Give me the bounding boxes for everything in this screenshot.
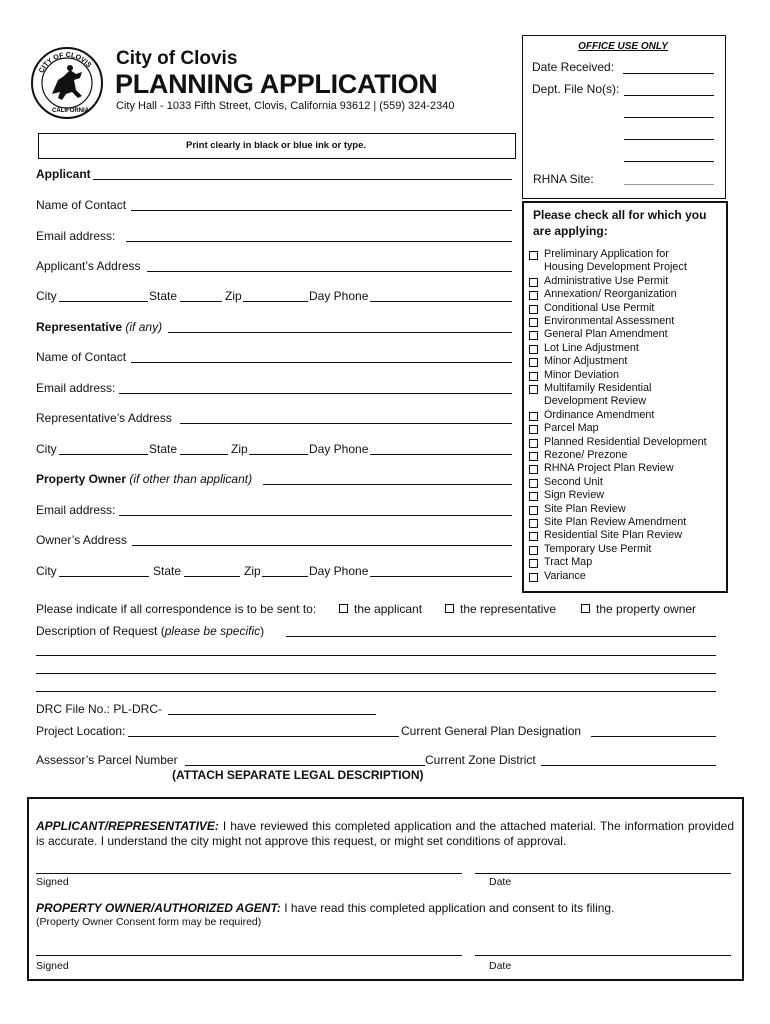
owner-signed-label: Signed — [36, 960, 69, 972]
checklist-checkbox[interactable] — [529, 506, 538, 515]
zone-district-label: Current Zone District — [425, 753, 536, 767]
svg-text:CALIFORNIA: CALIFORNIA — [52, 108, 89, 114]
applicant-heading: Applicant — [36, 167, 91, 181]
checklist-item-label: Second Unit — [544, 475, 603, 488]
checklist-item-label: Site Plan Review Amendment — [544, 516, 687, 528]
owner-heading: Property Owner — [36, 472, 127, 486]
dept-file-field-1[interactable] — [624, 95, 714, 96]
checklist-item-label: Variance — [544, 569, 586, 582]
checklist-checkbox[interactable] — [529, 358, 538, 367]
applicant-signed-label: Signed — [36, 876, 69, 888]
svg-text:CITY OF CLOVIS: CITY OF CLOVIS — [38, 51, 93, 75]
checklist-checkbox[interactable] — [529, 278, 538, 287]
checklist-checkbox[interactable] — [529, 439, 538, 448]
request-field-3[interactable] — [36, 673, 716, 674]
applicant-zip-field[interactable] — [243, 301, 308, 302]
checklist-checkbox[interactable] — [529, 452, 538, 461]
checklist-checkbox[interactable] — [529, 465, 538, 474]
date-received-field[interactable] — [623, 73, 714, 74]
checklist-item-label: Housing Development Project — [544, 261, 687, 274]
page-title: PLANNING APPLICATION — [115, 69, 438, 99]
representative-field[interactable] — [168, 332, 512, 333]
representative-state-field[interactable] — [180, 454, 228, 455]
checklist-checkbox[interactable] — [529, 251, 538, 260]
applicant-contact-field[interactable] — [131, 210, 512, 211]
checklist-item-label: Minor Adjustment — [544, 355, 628, 368]
applicant-phone-label: Day Phone — [309, 289, 369, 303]
checkbox[interactable] — [339, 604, 348, 613]
applicant-city-field[interactable] — [59, 301, 148, 302]
checklist-checkbox[interactable] — [529, 532, 538, 541]
checklist-item-label: Minor Deviation — [544, 368, 620, 381]
checklist-checkbox[interactable] — [529, 318, 538, 327]
applicant-field[interactable] — [93, 179, 512, 180]
representative-phone-label: Day Phone — [309, 442, 369, 456]
applicant-state-field[interactable] — [180, 301, 222, 302]
checkbox[interactable] — [445, 604, 454, 613]
checklist-checkbox[interactable] — [529, 519, 538, 528]
drc-file-field[interactable] — [168, 714, 376, 715]
city-name: City of Clovis — [116, 48, 238, 69]
owner-phone-label: Day Phone — [309, 564, 369, 578]
checklist-item-label: Tract Map — [544, 556, 593, 569]
applicant-phone-field[interactable] — [370, 301, 512, 302]
checklist-item-label: Sign Review — [544, 489, 605, 502]
applicant-state-label: State — [149, 289, 178, 303]
rhna-site-field[interactable] — [624, 184, 714, 185]
checklist-item-label: Temporary Use Permit — [544, 542, 652, 555]
representative-city-field[interactable] — [59, 454, 148, 455]
applicant-contact-label: Name of Contact — [36, 198, 127, 212]
owner-city-label: City — [36, 564, 57, 578]
checklist-item-label: Parcel Map — [544, 422, 599, 435]
project-location-label: Project Location: — [36, 724, 126, 738]
print-note: Print clearly in black or blue ink or type. — [185, 140, 367, 151]
checklist-item-label: General Plan Amendment — [544, 328, 668, 341]
correspondence-option-representative[interactable]: the representative — [445, 602, 556, 616]
representative-heading: Representative — [36, 320, 123, 334]
representative-zip-field[interactable] — [249, 454, 308, 455]
owner-signature-field[interactable] — [36, 955, 462, 956]
city-seal-logo — [30, 46, 104, 120]
owner-state-field[interactable] — [184, 576, 240, 577]
checklist-item-label: Lot Line Adjustment — [544, 341, 639, 354]
applicant-zip-label: Zip — [225, 289, 242, 303]
applicant-date-field[interactable] — [475, 873, 731, 874]
correspondence-label: Please indicate if all correspondence is to be sent to: — [36, 602, 317, 616]
checklist-checkbox[interactable] — [529, 305, 538, 314]
representative-city-label: City — [36, 442, 57, 456]
correspondence-option-applicant[interactable]: the applicant — [339, 602, 422, 616]
owner-email-label: Email address: — [36, 503, 116, 517]
correspondence-option-owner[interactable]: the property owner — [581, 602, 696, 616]
representative-address-label: Representative’s Address — [36, 411, 172, 425]
request-label: Description of Request (please be specific) — [36, 624, 265, 638]
owner-date-label: Date — [489, 960, 512, 972]
owner-email-field[interactable] — [119, 515, 512, 516]
checklist-checkbox[interactable] — [529, 385, 538, 394]
owner-qualifier: (if other than applicant) — [129, 472, 253, 486]
representative-heading-group — [36, 320, 162, 334]
owner-field[interactable] — [263, 484, 512, 485]
applicant-email-field[interactable] — [126, 241, 512, 242]
owner-address-field[interactable] — [132, 545, 512, 546]
checklist-item-label: Development Review — [544, 395, 647, 408]
representative-email-field[interactable] — [119, 393, 512, 394]
representative-zip-label: Zip — [231, 442, 248, 456]
dept-file-field-4[interactable] — [624, 161, 714, 162]
checklist-checkbox[interactable] — [529, 291, 538, 300]
checklist-checkbox[interactable] — [529, 425, 538, 434]
owner-date-field[interactable] — [475, 955, 731, 956]
request-field-2[interactable] — [36, 655, 716, 656]
checklist-checkbox[interactable] — [529, 573, 538, 582]
applicant-email-label: Email address: — [36, 229, 116, 243]
request-field-1[interactable] — [286, 636, 716, 637]
owner-city-field[interactable] — [59, 576, 149, 577]
representative-address-field[interactable] — [180, 423, 512, 424]
dept-file-field-3[interactable] — [624, 139, 714, 140]
zone-district-field[interactable] — [541, 765, 716, 766]
applicant-address-field[interactable] — [147, 271, 512, 272]
checklist-item-label: Site Plan Review — [544, 502, 626, 515]
owner-heading-group — [36, 472, 252, 486]
owner-address-label: Owner’s Address — [36, 533, 127, 547]
checklist-item-label: Preliminary Application for — [544, 248, 669, 260]
owner-certification: PROPERTY OWNER/AUTHORIZED AGENT: I have read this completed application and consent to its filing. — [36, 901, 615, 915]
checklist-heading: Please check all for which you are applying: — [533, 208, 707, 238]
checkbox[interactable] — [581, 604, 590, 613]
owner-state-label: State — [153, 564, 182, 578]
checklist-item-label: Multifamily Residential — [544, 382, 652, 394]
owner-zip-field[interactable] — [262, 576, 308, 577]
rhna-site-label: RHNA Site: — [533, 172, 594, 186]
dept-file-label: Dept. File No(s): — [532, 82, 620, 96]
checklist-item-label: Ordinance Amendment — [544, 408, 655, 421]
apn-label: Assessor’s Parcel Number — [36, 753, 178, 767]
request-field-4[interactable] — [36, 691, 716, 692]
checklist-item-label: RHNA Project Plan Review — [544, 462, 674, 475]
checklist-checkbox[interactable] — [529, 546, 538, 555]
legal-description-note: (ATTACH SEPARATE LEGAL DESCRIPTION) — [172, 768, 424, 782]
checklist-item-label: Administrative Use Permit — [544, 274, 669, 287]
representative-email-label: Email address: — [36, 381, 116, 395]
office-use-title: OFFICE USE ONLY — [578, 41, 668, 52]
applicant-address-label: Applicant’s Address — [36, 259, 141, 273]
apn-field[interactable] — [185, 765, 425, 766]
city-hall-address: City Hall - 1033 Fifth Street, Clovis, California 93612 | (559) 324-2340 — [116, 100, 455, 112]
checklist-checkbox[interactable] — [529, 412, 538, 421]
checklist-checkbox[interactable] — [529, 331, 538, 340]
general-plan-label: Current General Plan Designation — [401, 724, 582, 738]
project-location-field[interactable] — [128, 736, 399, 737]
checklist-item-label: Environmental Assessment — [544, 315, 675, 327]
drc-file-label: DRC File No.: PL-DRC- — [36, 702, 163, 716]
checklist-checkbox[interactable] — [529, 479, 538, 488]
applicant-certification: APPLICANT/REPRESENTATIVE: I have reviewed this completed application and the attached material. The information provided is accurate. I understand the city might not approve this request, or might set conditions of approval. — [36, 819, 734, 848]
dept-file-field-2[interactable] — [624, 117, 714, 118]
checklist-checkbox[interactable] — [529, 492, 538, 501]
applicant-date-label: Date — [489, 876, 512, 888]
checklist-item-label: Residential Site Plan Review — [544, 529, 683, 542]
checklist-item-label: Conditional Use Permit — [544, 301, 655, 314]
representative-contact-label: Name of Contact — [36, 350, 127, 364]
representative-qualifier: (if any) — [125, 320, 163, 334]
checklist-item-label: Annexation/ Reorganization — [544, 288, 677, 301]
general-plan-field[interactable] — [591, 736, 716, 737]
checklist-checkbox[interactable] — [529, 345, 538, 354]
owner-consent-note: (Property Owner Consent form may be required) — [36, 916, 262, 928]
checklist-checkbox[interactable] — [529, 559, 538, 568]
applicant-city-label: City — [36, 289, 57, 303]
owner-phone-field[interactable] — [370, 576, 512, 577]
checklist-checkbox[interactable] — [529, 372, 538, 381]
checklist-item-label: Planned Residential Development — [544, 435, 707, 448]
representative-phone-field[interactable] — [370, 454, 512, 455]
representative-state-label: State — [149, 442, 178, 456]
date-received-label: Date Received: — [532, 60, 615, 74]
applicant-signature-field[interactable] — [36, 873, 462, 874]
representative-contact-field[interactable] — [131, 362, 512, 363]
checklist-item-label: Rezone/ Prezone — [544, 449, 628, 461]
owner-zip-label: Zip — [244, 564, 261, 578]
